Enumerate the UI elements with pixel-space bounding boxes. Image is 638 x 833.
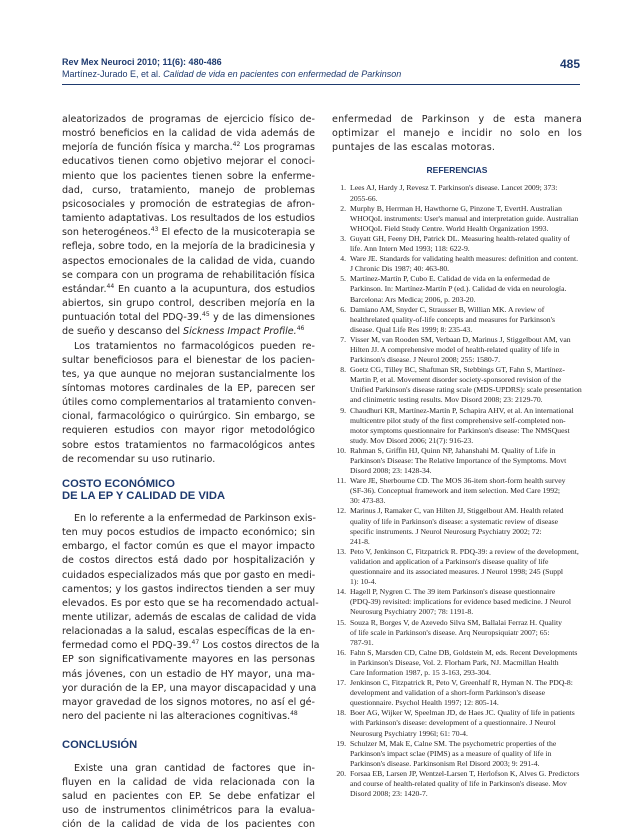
reference-text-line: Ware JE, Sherbourne CD. The MOS 36-item short-form health survey xyxy=(350,476,566,486)
text-line: son heterogéneos.$^{43}$ El efecto de la musicoterapia se xyxy=(62,226,315,239)
reference-number: 2. xyxy=(340,203,346,213)
reference-text-line: specific instruments. J Neurol Neurosurg Psychiatry 2002; 72: xyxy=(350,526,542,536)
reference-item xyxy=(332,446,582,476)
reference-text-line: 241-8. xyxy=(350,536,370,546)
page-number: 485 xyxy=(559,57,580,71)
text-line: útiles como complementarios al tratamiento conven- xyxy=(62,397,316,409)
text-line: estándar.$^{44}$ En cuanto a la acupuntura, dos estudios xyxy=(62,282,315,295)
reference-text-line: motor symptoms questionnaire for Parkinson's disease: The NMSQuest xyxy=(350,425,570,435)
reference-item xyxy=(332,678,582,708)
reference-text-line: Martínez-Martín P, Cubo E. Calidad de vida en la enfermedad de xyxy=(350,274,550,284)
article-title: Calidad de vida en pacientes con enfermedad de Parkinson xyxy=(163,69,402,79)
reference-number: 18. xyxy=(336,708,346,718)
text-line: de recomendar su uso rutinario. xyxy=(62,453,216,465)
reference-text-line: Rahman S, Griffin HJ, Quinn NP, Jahanshahi M. Quality of Life in xyxy=(350,445,556,455)
reference-number: 8. xyxy=(340,365,346,375)
section-heading-cost xyxy=(62,478,315,503)
reference-text-line: questionnaire and its associated measures. J Neurol 1998; 245 (Suppl xyxy=(350,567,564,577)
reference-item xyxy=(332,506,582,546)
text-line: Los tratamientos no farmacológicos pueden re- xyxy=(74,340,315,352)
reference-text-line: (PDQ-39) revisited: implications for evidence based medicine. J Neurol xyxy=(350,597,571,607)
reference-number: 20. xyxy=(336,768,346,778)
reference-text-line: Guyatt GH, Feeny DH, Patrick DL. Measuring health-related quality of xyxy=(350,233,570,243)
text-line: de costos directos está dado por hospitalización y xyxy=(62,555,315,567)
header-rule xyxy=(62,84,580,85)
reference-text-line: Hagell P, Nygren C. The 39 item Parkinson's disease questionnaire xyxy=(350,587,556,597)
reference-text-line: Goetz CG, Tilley BC, Shaftman SR, Stebbings GT, Fahn S, Martínez- xyxy=(350,365,565,375)
reference-text-line: of life scale in Parkinson's disease. Arq Neuropsiquiatr 2007; 65: xyxy=(350,627,550,637)
reference-item xyxy=(332,183,582,203)
reference-text-line: Damiano AM, Snyder C, Strausser B, Willian MK. A review of xyxy=(350,304,545,314)
text-line: ción de la calidad de vida de los pacientes con xyxy=(62,819,315,831)
reference-text-line: Neurosurg Psychiatry 1996l; 61: 70-4. xyxy=(350,728,468,738)
reference-text-line: Forsaa EB, Larsen JP, Wentzel-Larsen T, Herlofson K, Alves G. Predictors xyxy=(350,768,580,778)
reference-text-line: in Parkinson's Disease, Vol. 2. Florham Park, NJ. Macmillan Health xyxy=(350,657,559,667)
reference-item xyxy=(332,365,582,405)
reference-text-line: Boer AG, Wijker W, Speelman JD, de Haes JC. Quality of life in patients xyxy=(350,708,575,718)
text-line: optimizar el manejo e incidir no solo en los xyxy=(332,128,582,140)
text-line: uso de instrumentos clinimétricos para la evalua- xyxy=(62,805,315,817)
reference-text-line: Martin P, et al. Movement disorder society-sponsored revision of the xyxy=(350,375,562,385)
reference-text-line: Parkinson's impact sclae (PIMS) as a measure of quality of life in xyxy=(350,748,552,758)
text-line: nero del paciente ni las alteraciones cognitivas.$^{48}$ xyxy=(62,709,298,723)
text-line: miento que los pacientes tienen sobre la enferme- xyxy=(62,170,315,182)
references-heading: REFERENCIAS xyxy=(426,165,488,176)
reference-number: 14. xyxy=(336,587,346,597)
reference-text-line: Unified Parkinson's disease rating scale (MDS-UPDRS): scale presentation xyxy=(350,385,582,395)
reference-text-line: Ware JE. Standards for validating health measures: definition and content. xyxy=(350,254,579,264)
reference-text-line: life. Ann Intern Med 1993; 118: 622-9. xyxy=(350,244,470,254)
right-column xyxy=(332,113,582,799)
text-line: aspectos emocionales de la calidad de vida, cuando xyxy=(62,255,315,267)
reference-text-line: 1): 10-4. xyxy=(350,577,377,587)
text-line: tamiento adaptativas. Los resultados de los estudios xyxy=(62,213,315,225)
text-line: mayor gravedad de los signos motores, no así el gé- xyxy=(62,696,315,708)
reference-text-line: Schulzer M, Mak E, Calne SM. The psychometric properties of the xyxy=(350,738,557,748)
reference-item xyxy=(332,305,582,335)
reference-list xyxy=(332,183,582,799)
reference-text-line: healthrelated quality-of-life concepts and measures for Parkinson's xyxy=(350,314,556,324)
reference-item xyxy=(332,204,582,234)
text-line: mejoría de función física y marcha.$^{42}$ Los programas xyxy=(62,141,315,154)
text-line: puntuación total del PDQ-39.45 y de las dimensiones xyxy=(62,311,315,324)
reference-item xyxy=(332,234,582,254)
reference-text-line: J Chronic Dis 1987; 40: 463-80. xyxy=(350,264,450,274)
text-line: mostró beneficios en la calidad de vida además de xyxy=(62,128,315,140)
reference-text-line: Parkinson's Disease: The Relative Importance of the Symptoms. Movt xyxy=(350,456,567,465)
reference-text-line: and course of health-related quality of life in Parkinson's disease. Mov xyxy=(350,779,567,788)
reference-text-line: Marinus J, Ramaker C, van Hilten JJ, Stiggelbout AM. Health related xyxy=(350,506,564,516)
reference-number: 4. xyxy=(340,254,346,264)
text-line: mente utilizar, además de escalas de calidad de vida xyxy=(62,612,317,623)
text-line: aleatorizados de programas de ejercicio físico de- xyxy=(62,114,315,125)
paragraph-economic-cost xyxy=(62,512,320,724)
text-line: fermedad como el PDQ-39.47 Los costos directos de la xyxy=(62,639,320,652)
reference-number: 7. xyxy=(340,334,346,344)
reference-number: 5. xyxy=(340,274,346,284)
reference-text-line: Visser M, van Rooden SM, Verbaan D, Marinus J, Stiggelbout AM, van xyxy=(350,334,571,344)
text-line: Existe una gran cantidad de factores que in- xyxy=(74,762,315,774)
reference-text-line: Jenkinson C, Fitzpatrick R, Peto V, Greenhalf R, Hyman N. The PDQ-8: xyxy=(350,678,573,688)
text-line: abiertos, sin grupo control, describen mejoría en la xyxy=(62,298,315,310)
reference-item xyxy=(332,769,582,799)
reference-item xyxy=(332,406,582,446)
reference-text-line: Parkinson's disease. Parkinsonism Rel Disord 2003; 9: 291-4. xyxy=(350,758,540,768)
reference-text-line: 2055-66. xyxy=(350,193,378,203)
reference-number: 15. xyxy=(336,617,346,627)
reference-number: 6. xyxy=(340,304,346,314)
reference-text-line: WHOQoL instruments: User's manual and interpretation guide. Australian xyxy=(350,213,579,223)
section-heading-conclusion: CONCLUSIÓN xyxy=(62,739,138,752)
reference-text-line: with Parkinson's disease: development of a questionnaire. J Neurol xyxy=(350,718,556,728)
reference-text-line: development and validation of a short-form Parkinson's disease xyxy=(350,688,546,698)
text-line: educativos tienen como objetivo mejorar el conoci- xyxy=(62,156,315,168)
text-line: requieren estudios con mayor rigor metodológico xyxy=(62,425,315,437)
reference-text-line: Fahn S, Marsden CD, Calne DB, Goldstein M, eds. Recent Developments xyxy=(350,647,578,657)
reference-text-line: Care Information 1987, p. 15 3-163, 293-304. xyxy=(350,667,491,677)
reference-number: 13. xyxy=(336,546,346,556)
reference-text-line: disease. Qual Life Res 1999; 8: 235-43. xyxy=(350,324,473,334)
reference-text-line: study. Mov Disord 2006; 21(7): 916-23. xyxy=(350,435,474,445)
text-line: enfermedad de Parkinson y de esta manera xyxy=(332,114,582,125)
reference-text-line: Murphy B, Herrman H, Hawthorne G, Pinzone T, EvertH. Australian xyxy=(350,203,562,213)
text-line: tes, ya que aunque no mejoran sustancialmente los xyxy=(62,368,315,380)
reference-text-line: Hilten JJ. A comprehensive model of health-related quality of life in xyxy=(350,344,560,354)
paragraph-conclusion xyxy=(62,762,315,833)
text-line: elevados. Es por esto que se ha recomendado actual- xyxy=(62,597,319,609)
text-line: EP son significativamente mayores en las personas xyxy=(62,654,315,666)
reference-text-line: Parkinson's disease. J Neurol 2008; 255: 1580-7. xyxy=(350,355,500,365)
reference-text-line: Barcelona: Ars Medica; 2006, p. 203-20. xyxy=(350,294,476,304)
text-line: En lo referente a la enfermedad de Parkinson exis- xyxy=(74,512,316,524)
paragraph-conclusion-continued xyxy=(332,113,582,155)
reference-text-line: questionnaire. Psychol Health 1997; 12: 805-14. xyxy=(350,698,499,708)
reference-item xyxy=(332,254,582,274)
reference-text-line: multicentre pilot study of the first comprehensive self-completed non- xyxy=(350,415,566,425)
reference-number: 11. xyxy=(336,476,346,486)
text-line: ten muy pocos estudios de impacto económico; sin xyxy=(62,527,315,539)
text-line: sobre estos tratamientos no farmacológicos antes xyxy=(62,439,315,451)
text-line: camentos; y los gastos indirectos tienden a ser muy xyxy=(62,583,315,595)
reference-text-line: (SF-36). Conceptual framework and item selection. Med Care 1992; xyxy=(350,486,561,496)
reference-item xyxy=(332,648,582,678)
reference-number: 16. xyxy=(336,647,346,657)
reference-number: 17. xyxy=(336,678,346,688)
journal-citation: Rev Mex Neuroci 2010; 11(6): 480-486 xyxy=(62,57,222,67)
reference-text-line: Disord 2008; 23: 1420-7. xyxy=(350,789,428,799)
text-line: puntajes de las escalas motoras. xyxy=(332,142,496,154)
reference-text-line: Peto V, Jenkinson C, Fitzpatrick R. PDQ-39: a review of the development, xyxy=(350,546,579,556)
reference-item xyxy=(332,708,582,738)
running-title xyxy=(62,69,580,80)
text-line: embargo, el factor común es que el mayor impacto xyxy=(62,541,315,553)
reference-text-line: Neurosurg Psychiatry 2007; 78: 1191-8. xyxy=(350,607,474,617)
reference-number: 3. xyxy=(340,233,346,243)
text-line: síntomas motores cardinales de la EP, parecen ser xyxy=(62,382,315,394)
text-line: sultar beneficiosos para el bienestar de los pacien- xyxy=(62,354,315,366)
reference-text-line: validation and application of a Parkinson's disease quality of life xyxy=(350,556,549,566)
reference-number: 1. xyxy=(340,183,346,193)
text-line: yor duración de la EP, una mayor discapacidad y una xyxy=(62,682,317,694)
reference-text-line: Lees AJ, Hardy J, Revesz T. Parkinson's disease. Lancet 2009; 373: xyxy=(350,183,558,193)
text-line: relacionadas a la salud, escalas específicas de la en- xyxy=(62,626,315,638)
reference-item xyxy=(332,547,582,587)
reference-text-line: 30: 473-83. xyxy=(350,496,386,506)
authors: Martínez-Jurado E, et al. xyxy=(62,69,161,79)
reference-number: 9. xyxy=(340,405,346,415)
section-heading-cost-line2: DE LA EP Y CALIDAD DE VIDA xyxy=(62,490,226,503)
paragraph-nonpharmacological xyxy=(62,113,315,340)
reference-text-line: WHOQoL Field Study Centre. World Health Organization 1993. xyxy=(350,223,549,233)
text-line: psicosociales y promoción de estrategias de afron- xyxy=(62,198,315,210)
reference-text-line: Disord 2008; 23: 1428-34. xyxy=(350,466,432,476)
reference-text-line: Parkinson. In: Martínez-Martín P (ed.). Calidad de vida en neurología. xyxy=(350,284,567,294)
left-column xyxy=(62,113,320,833)
running-header xyxy=(62,57,580,80)
reference-text-line: and clinimetric testing results. Mov Disord 2008; 23: 2129-70. xyxy=(350,395,543,405)
text-line: cional, farmacológico o quirúrgico. Sin embargo, se xyxy=(62,411,315,423)
text-line: cuidados especializados más que por gasto en medi- xyxy=(62,569,316,581)
paragraph-nonpharmacological-summary xyxy=(62,340,315,467)
reference-number: 19. xyxy=(336,738,346,748)
text-line: refleja, sobre todo, en la mejoría de la bradicinesia y xyxy=(62,241,315,253)
reference-text-line: quality of life in Parkinson's disease: a systematic review of disease xyxy=(350,516,559,526)
text-line: más jóvenes, con un estadio de HY mayor, una ma- xyxy=(62,668,315,680)
text-line: fluyen en la calidad de vida relacionada con la xyxy=(62,776,315,788)
text-line: se compara con un programa de rehabilitación física xyxy=(62,269,315,281)
section-heading-cost-line1: COSTO ECONÓMICO xyxy=(62,477,175,490)
reference-text-line: Chaudhuri KR, Martínez-Martín P, Schapira AHV, et al. An international xyxy=(350,405,574,415)
reference-item xyxy=(332,335,582,365)
reference-number: 12. xyxy=(336,506,346,516)
reference-item xyxy=(332,739,582,769)
reference-text-line: 787-91. xyxy=(350,637,374,647)
reference-item xyxy=(332,587,582,617)
reference-text-line: Souza R, Borges V, de Azevedo Silva SM, Ballalai Ferraz H. Quality xyxy=(350,617,563,627)
reference-item xyxy=(332,618,582,648)
text-line: salud en pacientes con EP. Se debe enfatizar el xyxy=(62,791,315,803)
text-line: dad, curso, tratamiento, manejo de problemas xyxy=(62,184,315,196)
reference-item xyxy=(332,274,582,304)
reference-item xyxy=(332,476,582,506)
reference-number: 10. xyxy=(336,445,346,455)
text-line: de sueño y descanso del Sickness Impact Profile.$^{46}$ xyxy=(62,325,305,338)
